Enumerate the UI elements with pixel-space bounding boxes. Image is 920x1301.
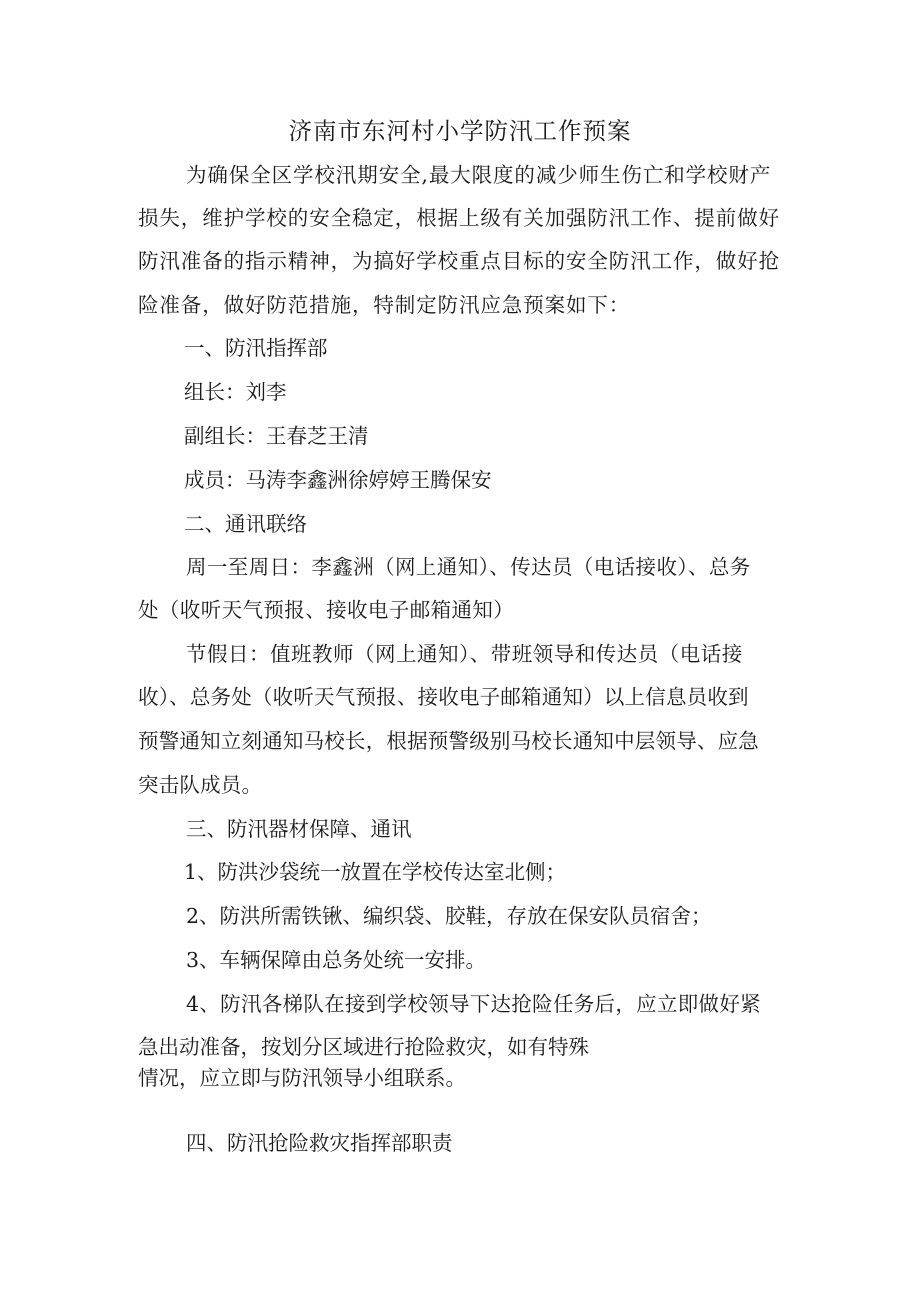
section1-leader: 组长：刘李: [184, 380, 287, 404]
section2-holiday-line-2: 收）、总务处（收听天气预报、接收电子邮箱通知）以上信息员收到: [138, 685, 749, 709]
section1-heading: 一、防汛指挥部: [184, 336, 328, 360]
section2-holiday-line-1: 节假日：值班教师（网上通知）、带班领导和传达员（电话接: [186, 642, 743, 666]
section1-deputy: 副组长：王春芝王清: [184, 424, 369, 448]
intro-line-2: 损失，维护学校的安全稳定，根据上级有关加强防汛工作、提前做好: [138, 206, 780, 230]
intro-line-3: 防汛准备的指示精神，为搞好学校重点目标的安全防汛工作，做好抢: [138, 249, 780, 273]
intro-line-4: 险准备，做好防范措施，特制定防汛应急预案如下：: [138, 293, 631, 317]
section3-item-4-line-3: 情况，应立即与防汛领导小组联系。: [138, 1066, 466, 1090]
section4-heading: 四、防汛抢险救灾指挥部职责: [186, 1131, 453, 1155]
section3-item-4-line-1: 4、防汛各梯队在接到学校领导下达抢险任务后，应立即做好紧: [186, 992, 761, 1016]
section3-item-2: 2、防洪所需铁锹、编织袋、胶鞋，存放在保安队员宿舍；: [186, 904, 712, 928]
section3-heading: 三、防汛器材保障、通讯: [186, 817, 412, 841]
section2-heading: 二、通讯联络: [184, 512, 307, 536]
section1-members: 成员：马涛李鑫洲徐婷婷王腾保安: [184, 468, 492, 492]
section2-holiday-line-4: 突击队成员。: [138, 773, 263, 797]
section3-item-1: 1、防洪沙袋统一放置在学校传达室北侧；: [184, 860, 567, 884]
section2-weekday-line-2: 处（收听天气预报、接收电子邮箱通知）: [138, 598, 515, 622]
section3-item-3: 3、车辆保障由总务处统一安排。: [186, 948, 487, 972]
section3-item-4-line-2: 急出动准备，按划分区域进行抢险救灾，如有特殊: [138, 1035, 589, 1059]
section2-holiday-line-3: 预警通知立刻通知马校长，根据预警级别马校长通知中层领导、应急: [138, 729, 759, 753]
document-title: 济南市东河村小学防汛工作预案: [288, 117, 632, 145]
section2-weekday-line-1: 周一至周日：李鑫洲（网上通知）、传达员（电话接收）、总务: [186, 555, 751, 579]
intro-line-1: 为确保全区学校汛期安全,最大限度的减少师生伤亡和学校财产: [186, 163, 772, 187]
